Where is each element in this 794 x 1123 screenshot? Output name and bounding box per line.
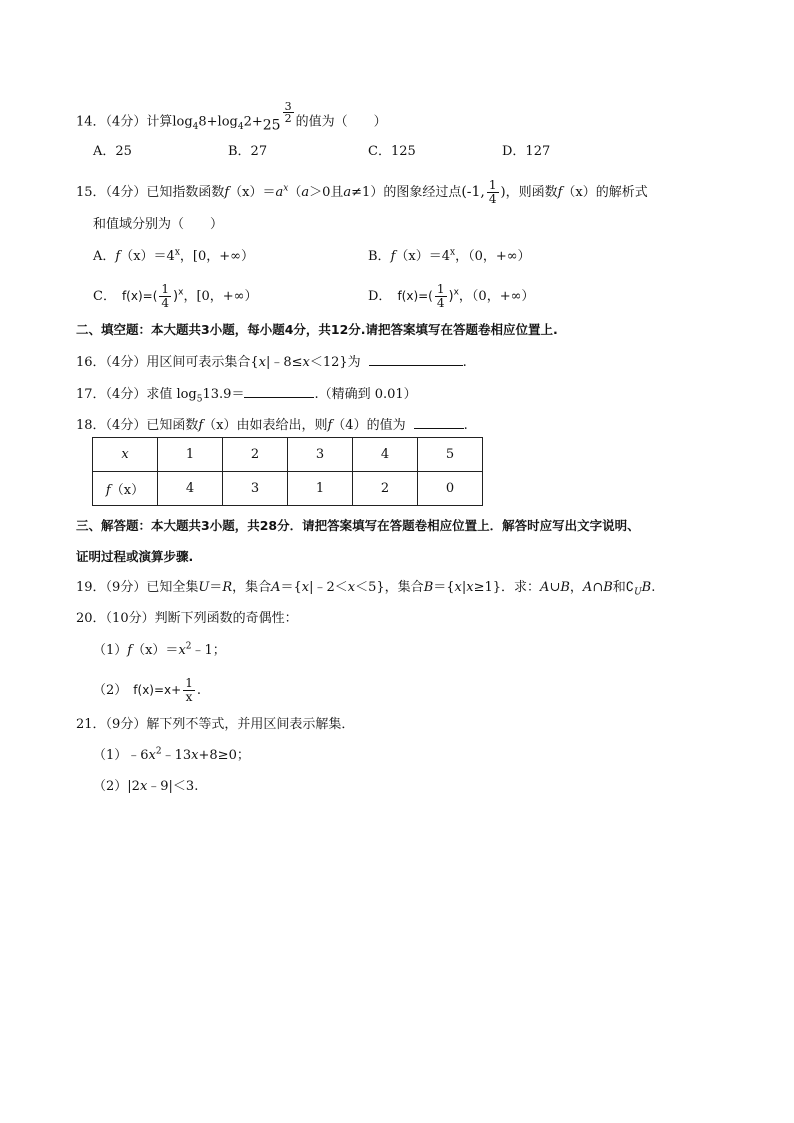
q20-p2-num: 1 xyxy=(185,676,193,690)
q21-part-1 xyxy=(93,748,250,764)
q15-optC-label: C． xyxy=(93,289,116,304)
table-cell: 3 xyxy=(288,438,353,472)
q19-A2: A xyxy=(540,580,550,595)
q15-option-c xyxy=(93,283,258,310)
q19-x2: x xyxy=(347,580,356,595)
table-cell: 0 xyxy=(418,472,483,506)
q16-x1: x xyxy=(258,355,266,370)
table-row-x xyxy=(93,438,483,472)
table-cell: 4 xyxy=(353,438,418,472)
question-16 xyxy=(76,353,467,371)
q20-p2-label: （2） xyxy=(93,683,128,698)
q15-optA-range: ，[0，+∞） xyxy=(179,249,254,264)
q14-option-c: C．125 xyxy=(368,144,416,159)
q17-pre: 17．（4分）求值 log xyxy=(76,387,197,402)
q14-option-d: D．127 xyxy=(502,144,551,159)
q15-line2: 和值域分别为（ ） xyxy=(93,217,224,232)
q14-tail: 的值为（ ） xyxy=(295,114,387,130)
table-cell: 1 xyxy=(288,472,353,506)
q21-p1-x2: x xyxy=(191,748,199,763)
q19-setB-bar: | xyxy=(461,580,467,595)
q20-part-1 xyxy=(93,643,226,659)
q19-setA-pre: ，集合 xyxy=(232,580,272,595)
q15-optA-mid: （x）＝4 xyxy=(120,249,175,264)
question-20: 20．（10分）判断下列函数的奇偶性： xyxy=(76,611,298,626)
q15-optC-fx: f(x)=( xyxy=(121,289,158,303)
q14-option-a: A．25 xyxy=(93,144,132,159)
function-table xyxy=(92,437,483,506)
question-18 xyxy=(76,416,468,434)
q15-option-d xyxy=(368,283,534,310)
table-cell: 5 xyxy=(418,438,483,472)
table-f: f xyxy=(105,483,111,498)
q16-end: ＜12}为 xyxy=(309,355,361,370)
q14-text: 14．（4分）计算 xyxy=(76,114,173,130)
q15-point-post: )，则函数 xyxy=(500,185,558,200)
q17-arg: 13.9＝ xyxy=(202,387,245,402)
q15-cond-a2: a xyxy=(343,185,352,200)
q15-optB-range: ，（0，+∞） xyxy=(455,249,531,264)
q15-f2: f xyxy=(557,185,563,200)
q17-base: 5 xyxy=(196,394,203,405)
q18-mid: （x）由如表给出，则 xyxy=(203,418,328,433)
table-cell: 4 xyxy=(158,472,223,506)
q15-cond-end: ≠1）的图象经过点 xyxy=(351,185,462,200)
q15-a-exp: x xyxy=(283,183,289,194)
q15-cond-a1: a xyxy=(301,185,310,200)
q15-option-a xyxy=(93,249,254,265)
q16-mid: |﹣8≤ xyxy=(265,355,303,370)
q15-point-den: 4 xyxy=(488,192,497,206)
q17-tail: .（精确到 0.01） xyxy=(314,387,417,402)
q15-optD-exp: x xyxy=(453,287,459,298)
q15-optB-f: f xyxy=(390,249,396,264)
q15-point-frac xyxy=(487,179,499,206)
q19-intersection: ∩ xyxy=(592,580,604,595)
q17-answer-blank[interactable] xyxy=(244,385,314,398)
q15-a: a xyxy=(275,185,284,200)
q20-p2-frac xyxy=(183,677,195,704)
q19-x3: x xyxy=(454,580,462,595)
q15-optD-num: 1 xyxy=(436,282,445,296)
q21-p2-pre: （2）|2 xyxy=(93,779,140,794)
q15-optC-num: 1 xyxy=(161,282,170,296)
q14-log1: log xyxy=(172,114,193,130)
q19-setA-end: ＜5}，集合 xyxy=(355,580,424,595)
q16-answer-blank[interactable] xyxy=(369,353,463,366)
question-21: 21．（9分）解下列不等式，并用区间表示解集． xyxy=(76,717,355,732)
question-17 xyxy=(76,385,417,403)
q20-p1-end: ﹣1； xyxy=(191,643,226,658)
q14-exponent xyxy=(283,101,294,124)
q21-p1-pre: （1）﹣6 xyxy=(93,748,149,763)
q14-base: 25 xyxy=(262,117,281,134)
q15-intro: 15．（4分）已知指数函数 xyxy=(76,185,225,200)
q14-power xyxy=(262,100,296,137)
q15-optD-label: D． xyxy=(368,289,392,304)
q19-setB-open: ＝{ xyxy=(433,580,455,595)
q14-log1-arg: 8+log xyxy=(198,114,238,130)
question-14 xyxy=(76,100,387,134)
table-header-x: x xyxy=(93,438,158,472)
q19-U: U xyxy=(198,580,210,595)
q14-log2-base: 4 xyxy=(237,122,244,133)
q15-optD-range: ，（0，+∞） xyxy=(458,289,535,304)
q14-exp-den: 2 xyxy=(284,112,292,125)
q20-p1-x: x xyxy=(178,643,186,658)
q15-optC-frac xyxy=(159,283,171,310)
q19-eq: ＝ xyxy=(209,580,223,595)
table-row-fx xyxy=(93,472,483,506)
q19-A3: A xyxy=(582,580,593,595)
q15-optC-close: ) xyxy=(173,289,179,304)
table-cell: 2 xyxy=(223,438,288,472)
q20-p2-fx: f(x)=x+ xyxy=(133,683,182,697)
q18-end: （4）的值为 xyxy=(332,418,406,433)
q15-optD-den: 4 xyxy=(436,296,445,310)
q18-tail: . xyxy=(463,418,468,433)
q21-p2-end: ﹣9|＜3. xyxy=(147,779,199,794)
q15-optA-f: f xyxy=(115,249,121,264)
section-3-heading-cont: 证明过程或演算步骤. xyxy=(76,549,194,564)
q15-fx: （x）＝ xyxy=(229,185,276,200)
q20-p1-label: （1） xyxy=(93,643,128,658)
q18-f: f xyxy=(198,418,204,433)
q15-optB-mid: （x）＝4 xyxy=(395,249,450,264)
question-19 xyxy=(76,580,655,596)
q19-R: R xyxy=(222,580,233,595)
q19-B4: B xyxy=(641,580,652,595)
q15-f: f xyxy=(224,185,230,200)
q21-p1-exp: 2 xyxy=(155,746,162,757)
q18-pre: 18．（4分）已知函数 xyxy=(76,418,199,433)
q14-log2-arg: 2+ xyxy=(243,114,263,130)
table-cell: 3 xyxy=(223,472,288,506)
q15-optA-label: A． xyxy=(93,249,116,264)
q15-optB-exp: x xyxy=(449,247,456,258)
q20-p2-den: x xyxy=(185,690,193,704)
q19-complement: 和∁ xyxy=(612,580,635,595)
q15-point-num: 1 xyxy=(488,178,497,192)
q19-B3: B xyxy=(603,580,613,595)
section-3-heading: 三、解答题：本大题共3小题，共28分．请把答案填写在答题卷相应位置上．解答时应写出文字说明、 xyxy=(76,518,640,533)
table-fx-paren: （x） xyxy=(110,483,145,498)
q19-x1: x xyxy=(301,580,310,595)
q18-f2: f xyxy=(327,418,333,433)
q15-optD-close: ) xyxy=(448,289,454,304)
q20-p1-exp: 2 xyxy=(185,641,192,652)
q19-setB-end: ≥1}．求： xyxy=(473,580,541,595)
q15-optC-range: ，[0，+∞） xyxy=(183,289,258,304)
q15-cond-open: （ xyxy=(288,185,302,200)
q20-part-2 xyxy=(93,677,201,704)
q21-p1-end: +8≥0； xyxy=(198,748,250,763)
question-15 xyxy=(76,179,648,206)
q15-optB-label: B． xyxy=(368,249,391,264)
q14-log1-base: 4 xyxy=(192,122,199,133)
q16-tail: . xyxy=(462,355,467,370)
q15-optC-den: 4 xyxy=(161,296,170,310)
q19-U-sub: U xyxy=(634,587,642,598)
q21-p2-x: x xyxy=(139,779,148,794)
q21-p1-mid: ﹣13 xyxy=(161,748,192,763)
q19-end: . xyxy=(651,580,656,595)
q15-optD-frac xyxy=(435,283,447,310)
q19-x4: x xyxy=(466,580,474,595)
q15-optC-exp: x xyxy=(178,287,184,298)
q14-exp-num: 3 xyxy=(284,100,292,113)
q18-answer-blank[interactable] xyxy=(414,416,464,429)
q16-x2: x xyxy=(302,355,310,370)
q21-p1-x: x xyxy=(148,748,156,763)
q15-cond-mid: ＞0且 xyxy=(309,185,344,200)
q15-line1-end: （x）的解析式 xyxy=(562,185,648,200)
q19-comma: ， xyxy=(569,580,583,595)
table-cell: 1 xyxy=(158,438,223,472)
q14-option-b: B．27 xyxy=(228,144,268,159)
q19-union: ∪ xyxy=(549,580,561,595)
q15-option-b xyxy=(368,249,531,265)
q15-optD-fx: f(x)=( xyxy=(397,289,433,303)
q15-optA-exp: x xyxy=(174,247,180,258)
q19-setA-open: ＝{ xyxy=(280,580,302,595)
q20-p1-mid: （x）＝ xyxy=(132,643,179,658)
q20-p1-f: f xyxy=(127,643,133,658)
table-cell: 2 xyxy=(353,472,418,506)
q19-pre: 19．（9分）已知全集 xyxy=(76,580,199,595)
q19-A: A xyxy=(271,580,281,595)
q19-B: B xyxy=(423,580,434,595)
section-2-heading: 二、填空题：本大题共3小题，每小题4分，共12分.请把答案填写在答题卷相应位置上. xyxy=(76,322,558,337)
q21-part-2 xyxy=(93,779,198,795)
q19-B2: B xyxy=(560,580,570,595)
q15-point-pre: (-1, xyxy=(461,184,485,200)
q19-setA-mid: |﹣2＜ xyxy=(309,580,348,595)
table-header-fx xyxy=(93,472,158,506)
q16-pre: 16．（4分）用区间可表示集合{ xyxy=(76,355,259,370)
q20-p2-end: . xyxy=(196,683,201,698)
